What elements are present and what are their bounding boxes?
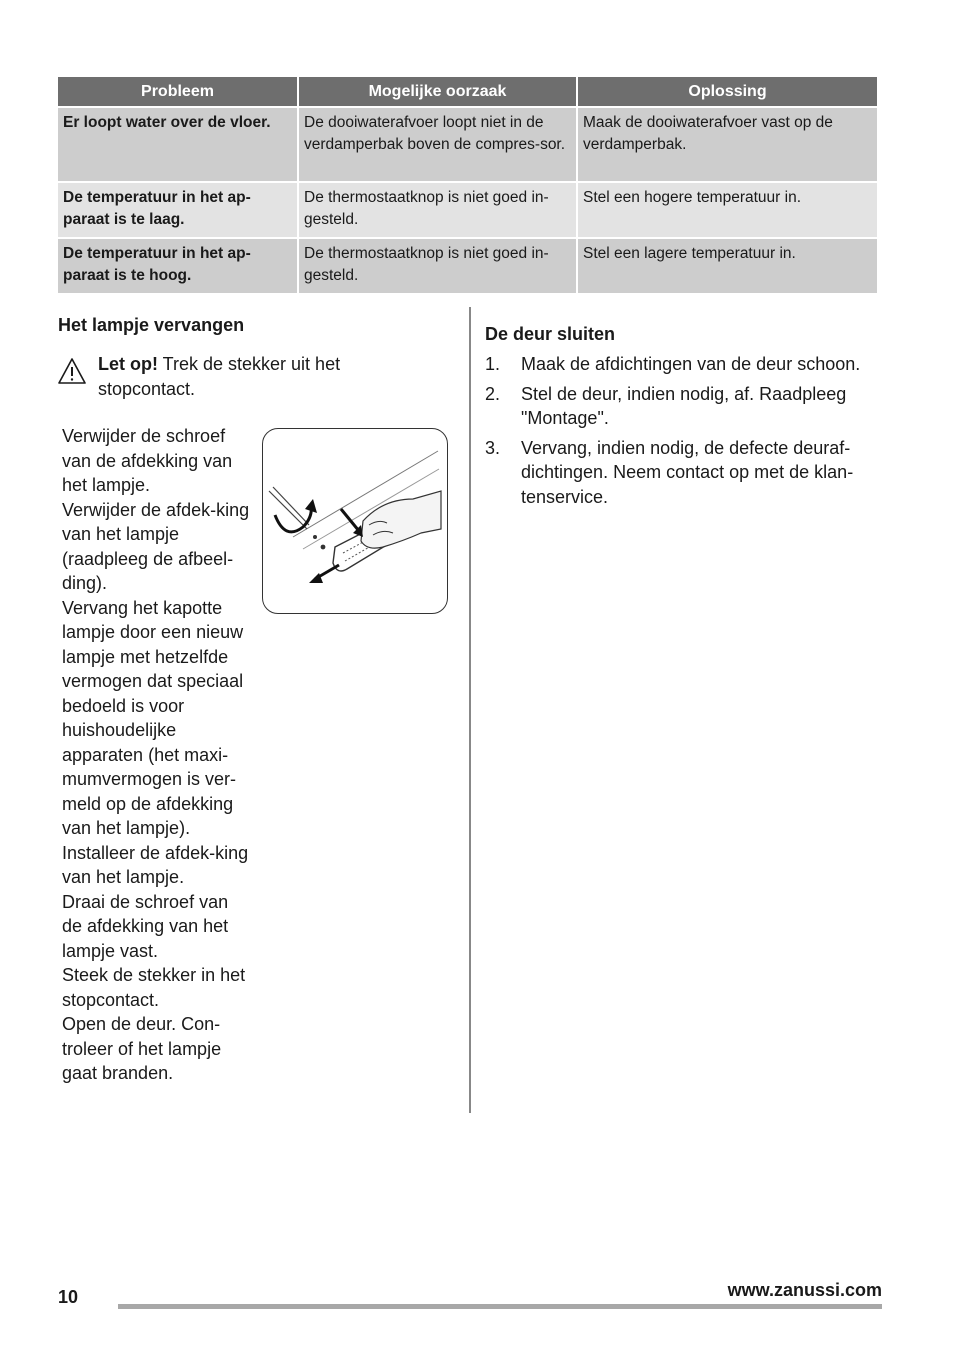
problem-cell: De temperatuur in het ap-paraat is te laag. — [58, 181, 297, 237]
solution-cell: Stel een lagere temperatuur in. — [578, 237, 877, 293]
list-number: 2. — [485, 383, 501, 404]
warning-text — [98, 352, 398, 402]
cause-cell: De dooiwaterafvoer loopt niet in de verdamperbak boven de compres-sor. — [299, 106, 576, 181]
column-header-oorzaak: Mogelijke oorzaak — [299, 77, 576, 106]
column-header-oplossing: Oplossing — [578, 77, 877, 106]
table-row — [58, 237, 877, 293]
list-number: 1. — [485, 354, 501, 374]
list-text: Stel de deur, indien nodig, af. Raadpleeg "Montage". — [521, 383, 847, 428]
table-header-row — [58, 77, 877, 106]
list-item — [485, 382, 885, 431]
list-item: Installeer de afdek-king van het lampje. — [62, 842, 249, 887]
list-item: Open de deur. Con-troleer of het lampje gaat branden. — [62, 1014, 222, 1083]
warning-triangle-icon — [57, 357, 87, 385]
page-number: 10 — [58, 1287, 79, 1307]
lamp-section-heading: Het lampje vervangen — [58, 315, 245, 335]
footer-rule — [118, 1304, 882, 1309]
list-item — [485, 436, 885, 510]
cause-cell: De thermostaatknop is niet goed in-gesteld. — [299, 237, 576, 293]
lamp-steps-list — [62, 424, 252, 1086]
cause-cell: De thermostaatknop is niet goed in-gesteld. — [299, 181, 576, 237]
warning-label: Let op! — [98, 354, 158, 374]
table-row — [58, 106, 877, 181]
column-divider — [469, 307, 471, 1113]
column-header-probleem: Probleem — [58, 77, 297, 106]
list-item: Verwijder de afdek-king van het lampje (raadpleeg de afbeel-ding). — [62, 499, 250, 593]
list-item: Verwijder de schroef van de afdekking van het lampje. — [62, 426, 233, 495]
troubleshooting-table — [56, 77, 879, 293]
list-number: 3. — [485, 437, 501, 458]
solution-cell: Stel een hogere temperatuur in. — [578, 181, 877, 237]
problem-cell: De temperatuur in het ap-paraat is te hoog. — [58, 237, 297, 293]
list-text: Maak de afdichtingen van de deur schoon. — [521, 354, 861, 374]
list-text: Vervang, indien nodig, de defecte deuraf-dichtingen. Neem contact op met de klan-tenservice. — [521, 437, 854, 507]
door-steps-list — [485, 352, 885, 514]
problem-cell: Er loopt water over de vloer. — [58, 106, 297, 181]
warning-message: Trek de stekker uit het stopcontact. — [98, 354, 341, 399]
door-section-heading: De deur sluiten — [485, 324, 616, 344]
list-item: Draai de schroef van de afdekking van het lampje vast. — [62, 891, 229, 961]
list-item — [485, 352, 885, 377]
list-item: Steek de stekker in het stopcontact. — [62, 965, 246, 1010]
table-row — [58, 181, 877, 237]
list-item: Vervang het kapotte lampje door een nieuw lampje met hetzelfde vermogen dat speciaal bedoeld is voor huishoudelijke apparaten (het maxi-mumvermogen is ver-meld op de afdekking van het lampje). — [62, 597, 244, 838]
lamp-cover-drawing — [263, 429, 446, 612]
lamp-cover-illustration — [262, 428, 448, 614]
website-link[interactable]: www.zanussi.com — [727, 1280, 882, 1300]
solution-cell: Maak de dooiwaterafvoer vast op de verdamperbak. — [578, 106, 877, 181]
